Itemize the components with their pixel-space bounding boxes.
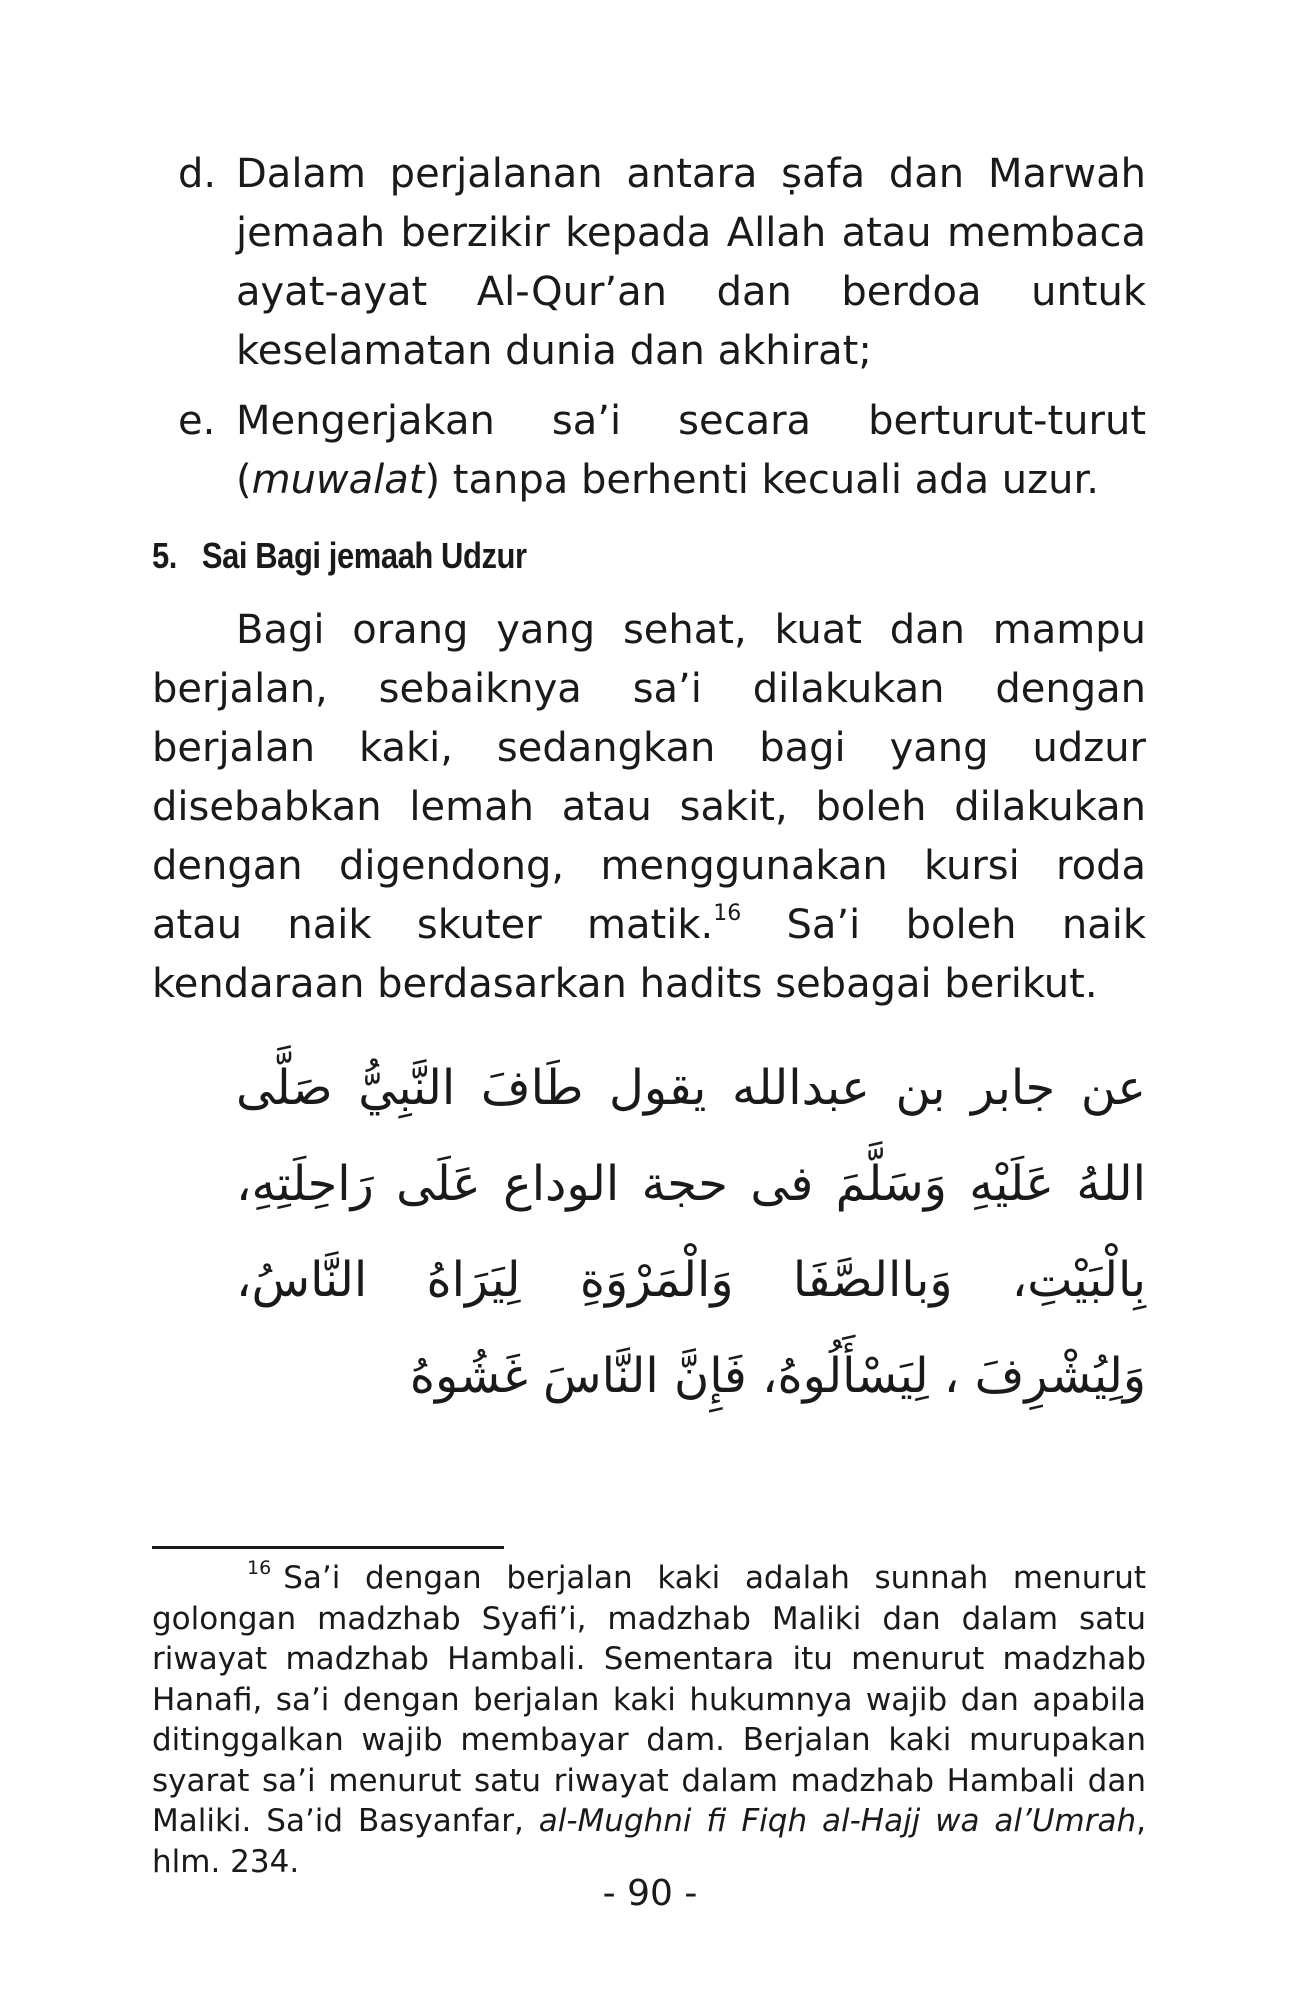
list-item-text (236, 392, 1146, 510)
footnote-divider (152, 1546, 504, 1549)
section-heading (152, 535, 527, 577)
list-item-d (178, 145, 1146, 381)
footnote-text: Sa’i dengan berjalan kaki adalah sunnah menurut golongan madzhab Syafi’i, madzhab Maliki dan dalam satu riwayat madzhab Hambali. Sementara itu menurut madzhab Hanafi, sa’i dengan berjalan kaki hukumnya wajib dan apabila ditinggalkan wajib membayar dam. Berjalan kaki murupakan syarat sa’i menurut satu riwayat dalam madzhab Hambali dan Maliki. Sa’id Basyanfar, (152, 1560, 1146, 1839)
italic-term: muwalat (251, 457, 425, 503)
body-paragraph (152, 601, 1146, 1014)
arabic-hadith: عن جابر بن عبدالله يقول طَافَ النَّبِيُّ صَلَّى اللهُ عَلَيْهِ وَسَلَّمَ فى حجة الوداع عَلَى رَاحِلَتِهِ، بِالْبَيْتِ، وَباالصَّفَا وَالْمَرْوَةِ لِيَرَاهُ النَّاسُ، وَلِيُشْرِفَ ، لِيَسْأَلُوهُ، فَإِنَّ النَّاسَ غَشُوهُ (236, 1060, 1146, 1404)
footnote-reference: 16 (713, 900, 742, 926)
list-item-text-start: Mengerjakan sa’i secara berturut-turut ( (236, 398, 1146, 503)
list-item-text-end: ) tanpa berhenti kecuali ada uzur. (424, 457, 1099, 503)
paragraph-text-continued: Sa’i boleh naik kendaraan berdasarkan hadits sebagai berikut. (152, 902, 1146, 1007)
paragraph-text: Bagi orang yang sehat, kuat dan mampu berjalan, sebaiknya sa’i dilakukan dengan berjalan kaki, sedangkan bagi yang udzur disebabkan lemah atau sakit, boleh dilakukan dengan digendong, menggunakan kursi roda atau naik skuter matik. (152, 607, 1146, 948)
list-item-e (178, 392, 1146, 510)
section-title: Sai Bagi jemaah Udzur (201, 535, 527, 576)
footnote-text-end: , hlm. 234. (152, 1803, 1147, 1880)
page-number: - 90 - (602, 1873, 698, 1914)
footnote-source-title: al-Mughni fi Fiqh al-Hajj wa al’Umrah (538, 1803, 1137, 1839)
list-marker: d. (178, 151, 217, 197)
footnote-number: 16 (247, 1556, 272, 1579)
footnote (152, 1558, 1146, 1882)
list-marker: e. (178, 398, 216, 444)
section-number: 5. (152, 535, 177, 576)
list-item-text: Dalam perjalanan antara ṣafa dan Marwah jemaah berzikir kepada Allah atau membaca ayat-ayat Al-Qur’an dan berdoa untuk keselamatan dunia dan akhirat; (236, 151, 1146, 374)
